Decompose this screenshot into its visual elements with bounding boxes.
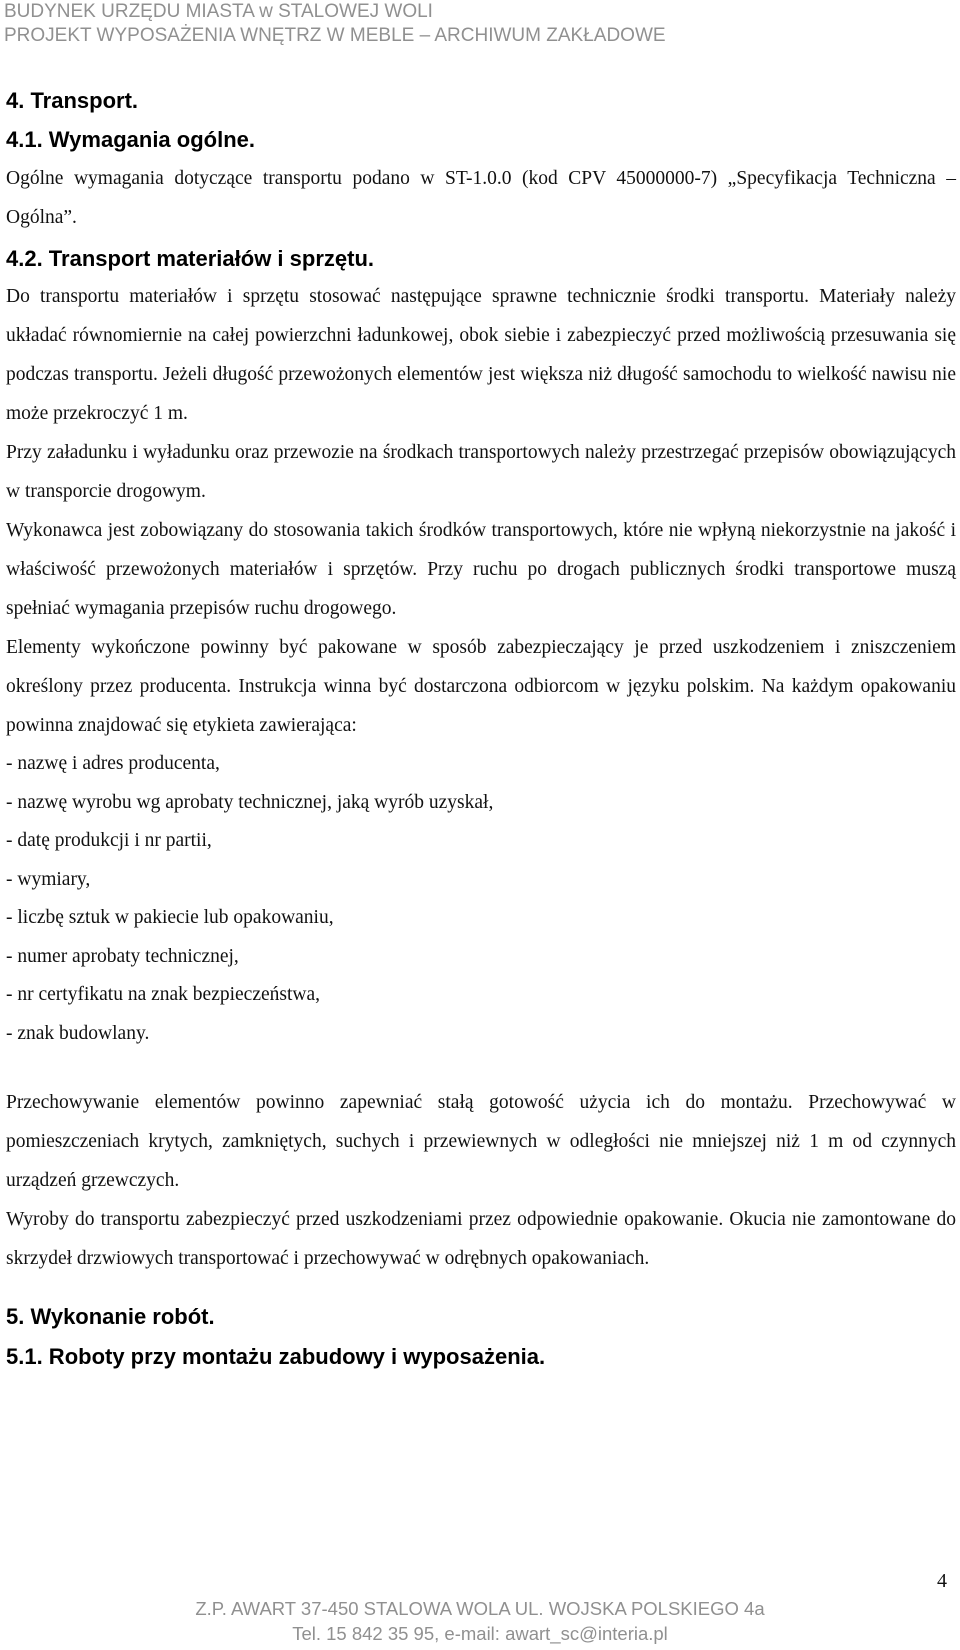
document-body [6,88,956,1370]
paragraph-storage: Przechowywanie elementów powinno zapewniać stałą gotowość użycia ich do montażu. Przechowywać w pomieszczeniach krytych, zamkniętych, suchych i przewiewnych w odległości nie mniejszej niż 1 m od czynnych urządzeń grzewczych. [6,1092,956,1191]
footer-address: Z.P. AWART 37-450 STALOWA WOLA UL. WOJSKA POLSKIEGO 4a [195,1598,765,1619]
list-item: - nazwę wyrobu wg aprobaty technicznej, jaką wyrób uzyskał, [6,791,494,813]
section-4-1-text: Ogólne wymagania dotyczące transportu podano w ST-1.0.0 (kod CPV 45000000-7) „Specyfikacja Techniczna – Ogólna”. [6,168,956,228]
paragraph-packaging: Elementy wykończone powinny być pakowane w sposób zabezpieczający je przed uszkodzeniem i zniszczeniem określony przez producenta. Instrukcja winna być dostarczona odbiorcom w języku polskim. Na każdym opakowaniu powinna znajdować się etykieta zawierająca: [6,637,956,736]
list-item: - numer aprobaty technicznej, [6,945,239,967]
paragraph-contractor: Wykonawca jest zobowiązany do stosowania takich środków transportowych, które nie wpłyną niekorzystnie na jakość i właściwość przewożonych materiałów i sprzętów. Przy ruchu po drogach publicznych środki transportowe muszą spełniać wymagania przepisów ruchu drogowego. [6,520,956,619]
paragraph-loading: Przy załadunku i wyładunku oraz przewozie na środkach transportowych należy przestrzegać przepisów obowiązujących w transporcie drogowym. [6,442,956,502]
header-line-1: BUDYNEK URZĘDU MIASTA w STALOWEJ WOLI [4,1,433,22]
section-4-1-heading: 4.1. Wymagania ogólne. [6,127,255,152]
list-item: - liczbę sztuk w pakiecie lub opakowaniu, [6,907,334,928]
list-item: - datę produkcji i nr partii, [6,830,212,851]
list-item: - znak budowlany. [6,1022,150,1044]
list-item: - wymiary, [6,868,91,890]
list-item: - nazwę i adres producenta, [6,753,220,774]
header-line-2: PROJEKT WYPOSAŻENIA WNĘTRZ W MEBLE – ARCHIWUM ZAKŁADOWE [4,25,666,46]
section-4-heading: 4. Transport. [6,88,139,113]
section-5-1-heading: 5.1. Roboty przy montażu zabudowy i wyposażenia. [6,1344,546,1369]
label-contents-list [6,745,956,1053]
footer-contact: Tel. 15 842 35 95, e-mail: awart_sc@interia.pl [292,1623,668,1644]
section-4-2-heading: 4.2. Transport materiałów i sprzętu. [6,246,374,271]
section-5-heading: 5. Wykonanie robót. [6,1304,215,1329]
paragraph-protection: Wyroby do transportu zabezpieczyć przed uszkodzeniami przez odpowiednie opakowanie. Okucia nie zamontowane do skrzydeł drzwiowych transportować i przechowywać w odrębnych opakowaniach. [6,1209,956,1269]
page-number: 4 [937,1570,947,1592]
list-item: - nr certyfikatu na znak bezpieczeństwa, [6,984,320,1005]
page-header [4,0,666,48]
paragraph-transport-means: Do transportu materiałów i sprzętu stosować następujące sprawne technicznie środki transportu. Materiały należy układać równomiernie na całej powierzchni ładunkowej, obok siebie i zabezpieczyć przed możliwością przesuwania się podczas transportu. Jeżeli długość przewożonych elementów jest większa niż długość samochodu to wielkość nawisu nie może przekroczyć 1 m. [6,286,956,424]
